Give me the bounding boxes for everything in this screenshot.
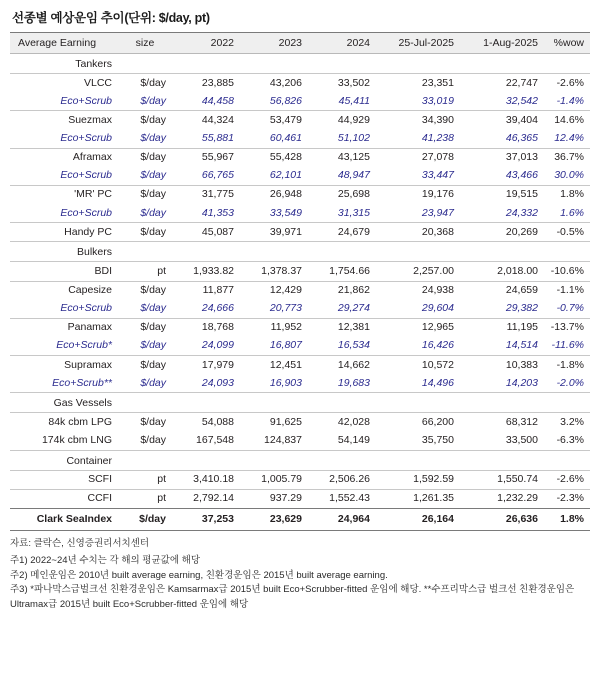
- row-value: 1,261.35: [376, 489, 460, 508]
- table-row: [10, 167, 590, 186]
- row-value: 24,679: [308, 223, 376, 242]
- footnote-1: 주1) 2022~24년 수치는 각 해의 평균값에 해당: [10, 554, 201, 566]
- row-value: 19,176: [376, 185, 460, 204]
- row-value: 14.6%: [544, 111, 590, 130]
- row-value: -1.1%: [544, 281, 590, 300]
- row-value: 25,698: [308, 185, 376, 204]
- row-value: -10.6%: [544, 262, 590, 281]
- column-header-wow: %wow: [544, 33, 590, 54]
- row-value: 19,515: [460, 185, 544, 204]
- row-label: 'MR' PC: [10, 185, 118, 204]
- column-header-2024: 2024: [308, 33, 376, 54]
- row-value: 33,019: [421, 94, 454, 107]
- row-unit: $/day: [140, 376, 166, 389]
- table-body: [10, 54, 590, 531]
- row-value: 31,315: [337, 206, 370, 219]
- row-label: SCFI: [10, 470, 118, 489]
- row-value: [376, 393, 460, 413]
- freight-rate-table: [10, 32, 590, 531]
- row-value: 1,550.74: [460, 470, 544, 489]
- row-value: 66,765: [201, 169, 234, 182]
- row-value: 1,232.29: [460, 489, 544, 508]
- row-value: [544, 393, 590, 413]
- table-row: [10, 509, 590, 531]
- row-value: 1.8%: [544, 509, 590, 531]
- row-label: VLCC: [10, 74, 118, 93]
- row-unit: $/day: [118, 148, 172, 167]
- row-label: Eco+Scrub: [60, 206, 112, 219]
- row-value: -1.4%: [556, 94, 584, 107]
- row-value: 14,662: [308, 356, 376, 375]
- row-value: [308, 393, 376, 413]
- table-header: [10, 33, 590, 54]
- row-value: [172, 242, 240, 262]
- row-unit: $/day: [118, 318, 172, 337]
- row-value: [308, 450, 376, 470]
- row-value: 91,625: [240, 413, 308, 432]
- row-value: 35,750: [421, 434, 454, 446]
- table-row: [10, 432, 590, 451]
- row-value: 26,164: [376, 509, 460, 531]
- row-label: BDI: [10, 262, 118, 281]
- table-row: [10, 204, 590, 223]
- row-value: 16,903: [269, 376, 302, 389]
- row-label: Container: [10, 450, 118, 470]
- row-value: 12.4%: [554, 132, 584, 144]
- column-header-average-earning: Average Earning: [10, 33, 118, 54]
- row-value: 11,195: [460, 318, 544, 337]
- row-value: 24,666: [201, 302, 234, 315]
- row-value: 12,451: [240, 356, 308, 375]
- row-unit: $/day: [118, 413, 172, 432]
- row-value: 23,947: [421, 206, 454, 219]
- table-row: [10, 470, 590, 489]
- row-unit: $/day: [118, 74, 172, 93]
- row-value: 21,862: [308, 281, 376, 300]
- row-value: 24,659: [460, 281, 544, 300]
- row-label: Eco+Scrub*: [56, 339, 112, 352]
- row-value: -0.7%: [556, 302, 584, 315]
- row-value: 2,018.00: [460, 262, 544, 281]
- row-value: 55,881: [201, 132, 234, 144]
- row-value: 23,629: [240, 509, 308, 531]
- table-row: [10, 356, 590, 375]
- row-value: 12,381: [308, 318, 376, 337]
- row-value: 22,747: [460, 74, 544, 93]
- row-label: Eco+Scrub**: [52, 376, 112, 389]
- row-value: 41,238: [421, 132, 454, 144]
- row-value: 16,534: [337, 339, 370, 352]
- column-header-date-prev: 25-Jul-2025: [376, 33, 460, 54]
- row-value: [240, 54, 308, 74]
- row-unit: [118, 242, 172, 262]
- row-unit: $/day: [118, 356, 172, 375]
- table-row: [10, 262, 590, 281]
- column-header-2023: 2023: [240, 33, 308, 54]
- row-value: [308, 54, 376, 74]
- row-value: [240, 242, 308, 262]
- table-row: [10, 374, 590, 393]
- row-value: 33,500: [505, 434, 538, 446]
- source-line: 자료: 클락슨, 신영증권리서치센터: [10, 538, 150, 550]
- table-row: [10, 148, 590, 167]
- row-value: 20,269: [460, 223, 544, 242]
- row-value: 10,383: [460, 356, 544, 375]
- row-value: [376, 54, 460, 74]
- row-unit: $/day: [118, 509, 172, 531]
- row-value: 10,572: [376, 356, 460, 375]
- row-value: 24,093: [201, 376, 234, 389]
- row-value: -2.0%: [556, 376, 584, 389]
- row-label: Supramax: [10, 356, 118, 375]
- row-value: 43,206: [240, 74, 308, 93]
- page-title: 선종별 예상운임 추이(단위: $/day, pt): [12, 11, 210, 25]
- table-row: [10, 393, 590, 413]
- table-row: [10, 111, 590, 130]
- row-value: 1,933.82: [172, 262, 240, 281]
- row-unit: pt: [118, 262, 172, 281]
- row-label: Eco+Scrub: [60, 302, 112, 315]
- row-label: 174k cbm LNG: [41, 434, 112, 446]
- row-value: -6.3%: [556, 434, 584, 446]
- row-value: 54,088: [172, 413, 240, 432]
- row-label: Eco+Scrub: [60, 169, 112, 182]
- row-value: -2.6%: [544, 74, 590, 93]
- row-unit: $/day: [118, 281, 172, 300]
- row-label: Tankers: [75, 58, 112, 70]
- row-value: 43,466: [505, 169, 538, 182]
- row-unit: $/day: [140, 339, 166, 352]
- row-value: 54,149: [337, 434, 370, 446]
- row-value: 29,382: [505, 302, 538, 315]
- row-value: 48,947: [337, 169, 370, 182]
- table-row: [10, 130, 590, 149]
- row-value: 26,636: [460, 509, 544, 531]
- row-value: 55,428: [240, 148, 308, 167]
- row-value: 124,837: [264, 434, 302, 446]
- row-value: 24,332: [505, 206, 538, 219]
- row-label: Capesize: [10, 281, 118, 300]
- row-value: [460, 54, 544, 74]
- row-value: 55,967: [172, 148, 240, 167]
- row-value: 18,768: [172, 318, 240, 337]
- row-value: 34,390: [376, 111, 460, 130]
- row-value: [240, 450, 308, 470]
- row-value: 53,479: [240, 111, 308, 130]
- row-value: [460, 242, 544, 262]
- row-value: 32,542: [505, 94, 538, 107]
- row-label: 84k cbm LPG: [10, 413, 118, 432]
- row-value: 45,411: [338, 94, 370, 107]
- row-value: [172, 450, 240, 470]
- row-label: Clark SeaIndex: [10, 509, 118, 531]
- row-value: 29,604: [421, 302, 454, 315]
- row-label: Handy PC: [10, 223, 118, 242]
- row-value: -1.8%: [544, 356, 590, 375]
- row-unit: $/day: [118, 223, 172, 242]
- row-unit: [118, 54, 172, 74]
- table-row: [10, 413, 590, 432]
- row-unit: pt: [118, 470, 172, 489]
- row-value: 41,353: [201, 206, 234, 219]
- row-value: [308, 242, 376, 262]
- row-unit: [118, 393, 172, 413]
- table-row: [10, 450, 590, 470]
- row-label: Aframax: [10, 148, 118, 167]
- table-row: [10, 223, 590, 242]
- row-value: 14,496: [421, 376, 454, 389]
- row-value: 68,312: [460, 413, 544, 432]
- footnote-3: 주3) *파나막스급벌크선 친환경운임은 Kamsarmax급 2015년 built Eco+Scrubber-fitted 운임에 해당. **수프리막스급 벌크선 친환경운임은 Ultramax급 2015년 built Eco+Scrubber-fitted 운임에 해당: [10, 584, 575, 610]
- row-value: 1,592.59: [376, 470, 460, 489]
- table-row: [10, 74, 590, 93]
- row-label: CCFI: [10, 489, 118, 508]
- row-value: 2,257.00: [376, 262, 460, 281]
- row-value: 12,429: [240, 281, 308, 300]
- row-value: 39,404: [460, 111, 544, 130]
- row-value: 60,461: [269, 132, 302, 144]
- row-value: -0.5%: [544, 223, 590, 242]
- column-header-date-curr: 1-Aug-2025: [460, 33, 544, 54]
- row-value: 24,964: [308, 509, 376, 531]
- row-value: 26,948: [240, 185, 308, 204]
- row-value: 1,552.43: [308, 489, 376, 508]
- row-value: 11,952: [240, 318, 308, 337]
- row-value: 46,365: [505, 132, 538, 144]
- row-value: 56,826: [269, 94, 302, 107]
- row-value: 1,005.79: [240, 470, 308, 489]
- row-value: 29,274: [337, 302, 370, 315]
- row-value: -11.6%: [551, 339, 584, 352]
- table-header-row: [10, 33, 590, 54]
- row-value: 30.0%: [554, 169, 584, 182]
- table-row: [10, 281, 590, 300]
- row-value: 3,410.18: [172, 470, 240, 489]
- row-value: 44,929: [308, 111, 376, 130]
- row-label: Eco+Scrub: [60, 132, 112, 144]
- row-value: [376, 242, 460, 262]
- table-row: [10, 300, 590, 319]
- row-value: 1.6%: [560, 206, 584, 219]
- row-value: 24,099: [201, 339, 234, 352]
- row-value: 20,368: [376, 223, 460, 242]
- row-value: 23,885: [172, 74, 240, 93]
- row-value: 2,506.26: [308, 470, 376, 489]
- row-value: [460, 450, 544, 470]
- row-unit: pt: [118, 489, 172, 508]
- table-row: [10, 318, 590, 337]
- row-value: [240, 393, 308, 413]
- table-row: [10, 489, 590, 508]
- row-value: 2,792.14: [172, 489, 240, 508]
- row-value: -13.7%: [544, 318, 590, 337]
- row-unit: $/day: [140, 132, 166, 144]
- row-value: 16,807: [269, 339, 302, 352]
- row-value: [460, 393, 544, 413]
- row-value: 16,426: [421, 339, 454, 352]
- table-row: [10, 242, 590, 262]
- row-value: [544, 54, 590, 74]
- row-value: 44,324: [172, 111, 240, 130]
- row-value: 33,447: [421, 169, 454, 182]
- row-value: 24,938: [376, 281, 460, 300]
- row-value: 27,078: [376, 148, 460, 167]
- row-value: [172, 54, 240, 74]
- row-value: -2.3%: [544, 489, 590, 508]
- row-value: 31,775: [172, 185, 240, 204]
- row-unit: $/day: [118, 111, 172, 130]
- row-value: 36.7%: [544, 148, 590, 167]
- row-label: Bulkers: [10, 242, 118, 262]
- row-value: [172, 393, 240, 413]
- table-row: [10, 92, 590, 111]
- row-value: 1.8%: [544, 185, 590, 204]
- row-value: 12,965: [376, 318, 460, 337]
- row-value: 17,979: [172, 356, 240, 375]
- row-value: 45,087: [172, 223, 240, 242]
- footnotes: [10, 537, 590, 613]
- table-row: [10, 54, 590, 74]
- row-value: 14,203: [505, 376, 538, 389]
- column-header-2022: 2022: [172, 33, 240, 54]
- table-row: [10, 185, 590, 204]
- row-label: Panamax: [10, 318, 118, 337]
- row-value: 62,101: [269, 169, 302, 182]
- row-value: 33,549: [269, 206, 302, 219]
- row-unit: $/day: [140, 302, 166, 315]
- row-value: 167,548: [196, 434, 234, 446]
- row-value: 3.2%: [544, 413, 590, 432]
- row-value: 937.29: [240, 489, 308, 508]
- row-value: 66,200: [376, 413, 460, 432]
- row-value: 42,028: [308, 413, 376, 432]
- row-unit: $/day: [140, 206, 166, 219]
- row-label: Suezmax: [10, 111, 118, 130]
- row-unit: $/day: [140, 169, 166, 182]
- row-value: [544, 242, 590, 262]
- row-value: 23,351: [376, 74, 460, 93]
- row-value: -2.6%: [544, 470, 590, 489]
- row-unit: $/day: [118, 185, 172, 204]
- row-value: 37,013: [460, 148, 544, 167]
- row-label: Eco+Scrub: [60, 94, 112, 107]
- row-unit: [118, 450, 172, 470]
- column-header-size: size: [118, 33, 172, 54]
- row-value: 1,378.37: [240, 262, 308, 281]
- row-value: [544, 450, 590, 470]
- row-value: 11,877: [172, 281, 240, 300]
- row-value: 1,754.66: [308, 262, 376, 281]
- row-value: 20,773: [269, 302, 302, 315]
- row-value: 43,125: [308, 148, 376, 167]
- row-value: 14,514: [505, 339, 538, 352]
- row-value: 39,971: [240, 223, 308, 242]
- table-row: [10, 337, 590, 356]
- row-label: Gas Vessels: [10, 393, 118, 413]
- row-value: 44,458: [201, 94, 234, 107]
- row-unit: $/day: [140, 94, 166, 107]
- footnote-2: 주2) 메인운임은 2010년 built average earning, 친환경운임은 2015년 built average earning.: [10, 569, 388, 581]
- row-value: 37,253: [172, 509, 240, 531]
- row-value: [376, 450, 460, 470]
- row-value: 19,683: [337, 376, 370, 389]
- row-value: 33,502: [308, 74, 376, 93]
- row-value: 51,102: [337, 132, 370, 144]
- row-unit: $/day: [140, 434, 166, 446]
